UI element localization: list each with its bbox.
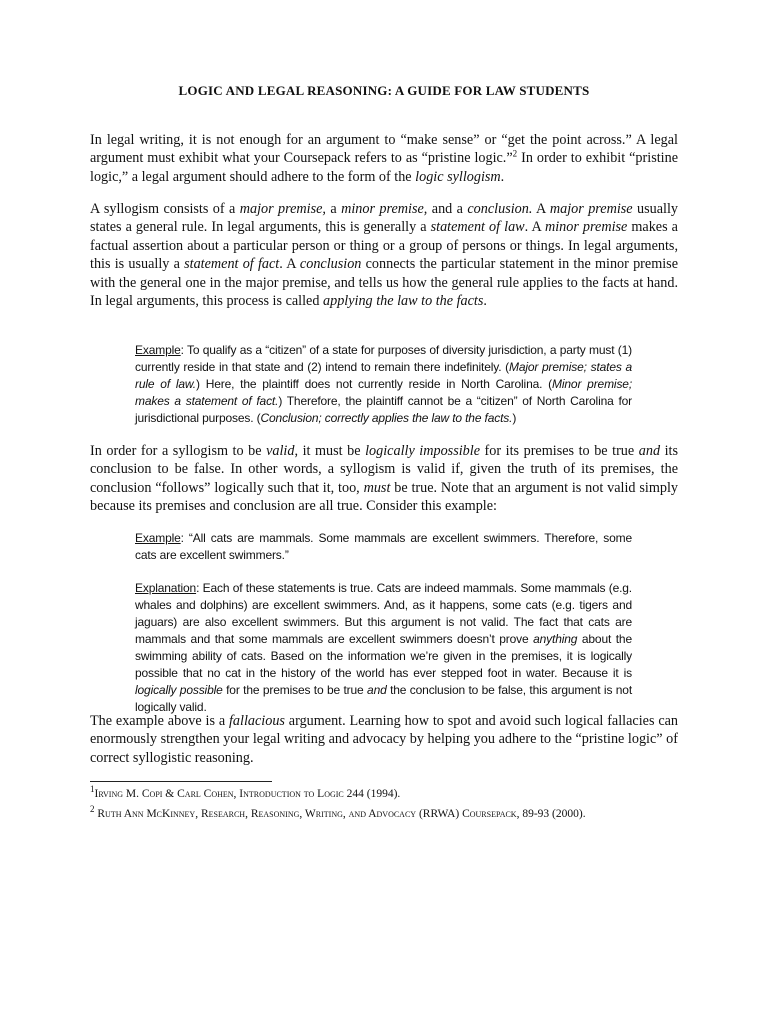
text: In legal writing, it is not enough for an argument to “make sense” or “get the point across.” A legal argument must exhibit what your Coursepack refers to as “pristine logic.”: [90, 132, 678, 167]
text: be true. Note that an argument is not valid simply because its premises and conclusion are all true. Consider this example:: [90, 479, 678, 515]
emphasis: minor premise: [544, 219, 628, 236]
text: argument. Learning how to spot and avoid such logical fallacies can enormously strengthen your legal writing and advocacy by helping you adhere to the “pristine logic” of correct syllogistic reasoning.: [90, 713, 679, 766]
example-label: Example: [135, 531, 181, 545]
paragraph-intro: [90, 131, 678, 186]
text: : To qualify as a “citizen” of a state for purposes of diversity jurisdiction, a party must (1) currently reside in that state and (2) intend to remain there indefinitely. (: [135, 343, 632, 374]
footnote-divider: [90, 781, 272, 782]
emphasis: valid: [266, 443, 295, 459]
text: Irving M. Copi & Carl Cohen, Introduction to Logic: [94, 788, 344, 800]
text: usually states a general rule. In legal arguments, this is generally a: [90, 201, 678, 236]
emphasis: anything: [533, 632, 578, 646]
emphasis: statement of fact: [184, 256, 280, 273]
text: The example above is a: [90, 713, 229, 729]
text: , it must be: [294, 443, 366, 459]
example-block-citizen: [135, 342, 632, 427]
text: 244 (1994).: [343, 788, 401, 800]
text: , 89-93 (2000).: [516, 808, 586, 820]
text: . A: [524, 219, 545, 236]
paragraph-fallacy: [90, 712, 678, 767]
footnote-ref[interactable]: 2: [512, 148, 518, 159]
text: connects the particular statement in the minor premise with the general one in the major premise, and tells us how the general rule applies to the facts at hand. In legal arguments, this process is called: [90, 256, 678, 310]
text: : Each of these statements is true. Cats are indeed mammals. Some mammals (e.g. whales and dolphins) are excellent swimmers. And, as it happens, some cats (e.g. tigers and jaguars) are also excellent swimmers. But this argument is not valid. The fact that cats are mammals and that some mammals are excellent swimmers doesn’t prove: [135, 581, 632, 646]
text: In order for a syllogism to be: [90, 443, 267, 459]
text: (RRWA): [416, 808, 463, 820]
footnote-number: 1: [90, 784, 95, 795]
text: A syllogism consists of a: [90, 201, 240, 217]
emphasis: major premise,: [239, 201, 326, 217]
emphasis: statement of law: [430, 219, 525, 236]
footnote-1: [90, 784, 650, 801]
emphasis: logically possible: [135, 683, 223, 697]
text: In order to exhibit “pristine logic,” a legal argument should adhere to the form of the: [90, 150, 678, 185]
paragraph-validity: [90, 442, 678, 516]
emphasis: logic syllogism: [415, 168, 501, 185]
text: ) Here, the plaintiff does not currently reside in North Carolina. (: [195, 377, 553, 391]
text: Ruth Ann McKinney, Research, Reasoning, Writing, and Advocacy: [94, 808, 417, 820]
emphasis: conclusion.: [467, 201, 533, 217]
emphasis: and: [638, 443, 661, 459]
emphasis: and: [367, 683, 387, 697]
text: . A: [279, 256, 300, 273]
text: about the swimming ability of cats. Based on the information we’re given in the premises, it is logically possible that no cat in the history of the world has ever stepped foot in water. Because it is: [135, 632, 632, 680]
example-label: Example: [135, 343, 181, 357]
footnote-2: [90, 804, 650, 821]
footnote-number: 2: [90, 804, 95, 815]
emphasis: logically impossible: [365, 443, 480, 459]
text: ): [512, 411, 517, 425]
text: ) Therefore, the plaintiff cannot be a “citizen” of North Carolina for jurisdictional purposes. (: [135, 394, 632, 425]
text: .: [483, 293, 487, 310]
emphasis: Major premise; states a rule of law.: [135, 360, 633, 391]
text: for the premises to be true: [222, 683, 368, 697]
emphasis: fallacious: [228, 713, 285, 729]
text: and a: [427, 201, 468, 217]
explanation-label: Explanation: [135, 581, 197, 595]
emphasis: Minor premise; makes a statement of fact.: [135, 377, 632, 408]
emphasis: conclusion: [299, 256, 362, 273]
text: a: [325, 201, 342, 217]
text: : “All cats are mammals. Some mammals are excellent swimmers. Therefore, some cats are excellent swimmers.”: [135, 531, 632, 562]
emphasis: must: [363, 479, 391, 496]
text: Coursepack: [462, 808, 517, 820]
text: for its premises to be true: [480, 443, 639, 459]
emphasis: applying the law to the facts: [323, 293, 484, 310]
emphasis: Conclusion; correctly applies the law to the facts.: [260, 411, 513, 425]
text: its conclusion to be false. In other words, a syllogism is valid if, given the truth of its premises, the conclusion “follows” logically such that it, too,: [90, 443, 678, 496]
emphasis: minor premise,: [341, 201, 428, 217]
text: .: [500, 168, 505, 185]
text: the conclusion to be false, this argument is not logically valid.: [135, 683, 632, 714]
emphasis: major premise: [549, 201, 633, 217]
text: A: [532, 201, 550, 217]
explanation-block: [135, 580, 632, 716]
paragraph-syllogism: [90, 200, 678, 310]
page-title: LOGIC AND LEGAL REASONING: A GUIDE FOR LAW STUDENTS: [178, 83, 590, 98]
text: makes a factual assertion about a particular person or thing or a group of persons or things. In legal arguments, this is usually a: [90, 219, 678, 273]
example-block-cats: [135, 530, 632, 564]
